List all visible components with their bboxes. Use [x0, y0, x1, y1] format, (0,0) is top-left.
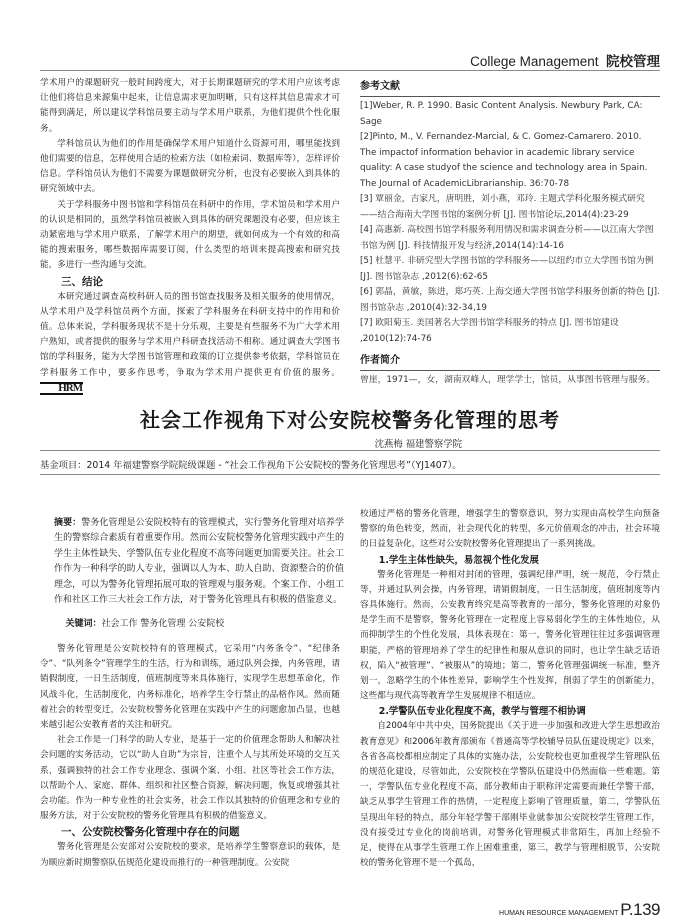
keywords [54, 617, 344, 632]
reference-item: [6] 郭晶，黄敏，陈进，郑巧英. 上海交通大学图书馆学科服务创新的特色 [J]. 图书馆杂志 ,2010(4):32-34,19 [360, 287, 660, 313]
reference-item: [3] 覃丽金，吉家凡，唐明胜，刘小燕，邓玲. 主题式学科化服务模式研究——结合海南大学图书馆的案例分析 [J]. 图书馆论坛,2014(4):23-29 [360, 194, 645, 220]
previous-paragraph-1: 学术用户的课题研究一般时间跨度大，对于长期课题研究的学术用户应该考虑让他们将信息来源集中起来，让信息需求更加明晰，只有这样其信息需求才可能得到满足，所以建议学科馆员要主动与学术用户联系，为他们提供个性化服务。 [40, 78, 340, 134]
author-intro [360, 353, 660, 369]
previous-article-column [40, 76, 340, 396]
section-heading-problems: 一、公安院校警务化管理中存在的问题 [61, 826, 240, 839]
header-title-zh: 院校管理 [606, 54, 660, 69]
conclusion-text: 本研究通过调查高校科研人员的图书馆查找服务及相关服务的使用情况，从学术用户及学科馆员两个方面，探索了学科服务在科研支持中的作用和价值。总体来说，学科服务现状不是十分乐观，主要是有些服务不为广大学术用户熟知，或者提供的服务与学术用户科研查找活动不相称。通过调查大学图书馆的学科服务，能为大学图书馆管理和政策的订立提供参考依据，学科馆员在学科服务工作中，要多作思考，争取为学术用户提供更有价值的服务。 [40, 291, 340, 378]
abstract-text: 警务化管理是公安院校特有的管理模式，实行警务化管理对培养学生的警察综合素质有着重要作用。然而公安院校警务化管理实践中产生的学生主体性缺失、学警队伍专业化程度不高等问题更加需要关注。社会工作作为一种科学的助人专业，强调以人为本、助人自助、资源整合的价值理念，可以为警务化管理拓展可取的管理观与服务观。个案工作、小组工作和社区工作三大社会工作方法，对于警务化管理具有积极的借鉴意义。 [54, 518, 344, 606]
page-number: P.139 [620, 900, 660, 919]
article-left-column [40, 642, 340, 871]
body-paragraph-5: 警务化管理是一种相对封闭的管理，强调纪律严明，统一规范，令行禁止等，并通过队列会操，内务管理，请销假制度，一日生活制度，值班制度等内容具体施行。然而，公安教育终究是高等教育的一部分，警务化管理的对象仍是学生而不是警察，警务化管理在一定程度上容易弱化学生的主体性地位，从而抑制学生的个性化发展，具体表现在：第一，警务化管理往往过多强调管理职能，严格的管理培养了学生的纪律性和服从意识的同时，也让学生缺乏话语权，陷入“被管理”、“被服从”的境地；第二，警务化管理强调统一标准，整齐划一，忽略学生的个体性差异，影响学生个性发挥，削弱了学生的创新能力，这些都与现代高等教育学生发展规律不相适应。 [360, 569, 660, 702]
page-footer [499, 900, 660, 920]
subheading-1: 1.学生主体性缺失，易忽视个性化发展 [378, 554, 539, 566]
reference-item: [1]Weber, R. P. 1990. Basic Content Analysis. Newbury Park, CA: Sage [360, 101, 643, 127]
hrm-logo: HRM [40, 382, 83, 395]
previous-paragraph-3: 关于学科服务中图书馆和学科馆员在科研中的作用，学术馆员和学术用户的认识是相同的，虽然学科馆员被嵌入到具体的研究课题没有必要，但应该主动紧密地与学术用户联系，了解学术用户的期望，就如何成为一个有效的和高能的搜索服务，哪些数据库需要订阅，什么类型的培训来提高搜索和研究技能，多进行一些沟通与交流。 [40, 199, 340, 271]
body-paragraph-6: 自2004年中共中央，国务院提出《关于进一步加强和改进大学生思想政治教育意见》和2006年教育部颁布《普通高等学校辅导员队伍建设规定》以来，各省各高校都相应制定了具体的实施办法，公安院校也更加重视学生管理队伍的规范化建设，尽管如此，公安院校在学警队伍建设中仍然面临一些难题。第一，学警队伍专业化程度不高，部分教师由于职称评定需要而兼任学警干部，缺乏从事学生管理工作的热情，一定程度上影响了管理质量，第二，学警队伍呈现出年轻的特点，部分年轻学警干部刚毕业就参加公安院校学生管理工作，没有接受过专业化的岗前培训，对警务化管理模式非常陌生，再加上经验不足，使得在从事学生管理工作上困难重重，第三，教学与管理相脱节，公安院校的警务化管理不是一个孤岛， [360, 721, 660, 869]
previous-paragraph-4 [40, 290, 340, 396]
footer-label: HUMAN RESOURCE MANAGEMENT [499, 910, 619, 917]
author-intro-rule [360, 370, 660, 371]
keywords-label: 关键词： [65, 619, 102, 630]
previous-paragraph-2: 学科馆员认为他们的作用是确保学术用户知道什么资源可用，哪里能找到他们需要的信息，怎样使用合适的检索方法（如检索词、数据库等），怎样评价信息。学科馆员认为他们不需要为课题做研究分析，也没有必要嵌入到具体的研究领域中去。 [40, 138, 340, 195]
author-intro-heading: 作者简介 [360, 355, 400, 366]
reference-item: [4] 高惠新. 高校图书馆学科服务利用情况和需求调查分析——以江南大学图书馆为例 [J]. 科技情报开发与经济,2014(14):14-16 [360, 225, 654, 251]
article-title: 社会工作视角下对公安院校警务化管理的思考 [140, 408, 560, 432]
body-paragraph-4: 校通过严格的警务化管理，增强学生的警察意识，努力实现由高校学生向预备警察的角色转变，然而，社会现代化的转型，多元价值观念的冲击，社会环境的日益复杂化，这些对公安院校警务化管理提出了一系列挑战。 [360, 509, 660, 550]
abstract-label: 摘要： [54, 518, 82, 528]
references-heading: 参考文献 [360, 81, 400, 92]
section-heading-conclusion: 三、结论 [61, 275, 103, 288]
header-rule [40, 70, 660, 71]
body-paragraph-1: 警务化管理是公安院校特有的管理模式，它采用“内务条令”、“纪律条令”、“队列条令”管理学生的生活，行为和训练，通过队列会操，内务管理，请销假制度，一日生活制度，值班制度等来具体施行，实现学生思想革命化，作风战斗化，生活制度化，内务标准化，培养学生令行禁止的品格作风。然而随着社会的转型变迁，公安院校警务化管理在实践中产生的问题愈加凸显，也越来越引起公安教育者的关注和研究。 [40, 644, 340, 731]
fund-note: 基金项目：2014 年福建警察学院院级课题 - “社会工作视角下公安院校的警务化管理思考”（YJ1407）。 [40, 460, 462, 471]
keywords-text: 社会工作 警务化管理 公安院校 [101, 619, 225, 630]
body-paragraph-3: 警务化管理是公安部对公安院校的要求，是培养学生警察意识的载体，是为顺应新时期警察队伍规范化建设而推行的一种管理制度。公安院 [40, 842, 340, 868]
fund-rule-top [40, 450, 660, 451]
references-rule [360, 96, 660, 97]
running-header [470, 50, 660, 70]
article-right-column [360, 507, 660, 871]
reference-item: [2]Pinto, M., V. Fernandez-Marcial, & C. Gomez-Camarero. 2010. The impactof information behavior in academic library service quality: A case studyof the science and technology area in Spain. The Journal of AcademicLibrarianship. 36:70-78 [360, 132, 648, 189]
fund-rule-bottom [40, 474, 660, 475]
references-block [360, 79, 660, 95]
subheading-2: 2.学警队伍专业化程度不高，教学与管理不相协调 [378, 706, 586, 718]
references-list [360, 99, 660, 347]
body-paragraph-2: 社会工作是一门科学的助人专业，是基于一定的价值理念帮助人和解决社会问题的实务活动，它以“助人自助”为宗旨，注重个人与其所处环境的交互关系，强调独特的社会工作专业理念、强调个案、小组、社区等社会工作方法，以帮助个人、家庭、群体、组织和社区整合资源，解决问题，恢复或增强其社会功能。作为一种专业性的社会实务，社会工作以其独特的价值理念和专业的服务方法，对于公安院校的警务化管理具有积极的借鉴意义。 [40, 735, 340, 822]
abstract [54, 516, 344, 608]
author-intro-text: 曾崖，1971—，女，湖南双峰人，理学学士，馆员，从事图书管理与服务。 [360, 375, 656, 385]
article-author: 沈燕梅 福建警察学院 [374, 439, 462, 450]
reference-item: [5] 杜慧平. 非研究型大学图书馆的学科服务——以纽约市立大学图书馆为例 [J]. 图书馆杂志 ,2012(6):62-65 [360, 256, 654, 282]
abstract-block [54, 507, 344, 632]
header-title-en: College Management [470, 54, 599, 69]
reference-item: [7] 欧阳菊玉. 美国著名大学图书馆学科服务的特点 [J]. 图书馆建设 ,2010(12):74-76 [360, 318, 619, 344]
